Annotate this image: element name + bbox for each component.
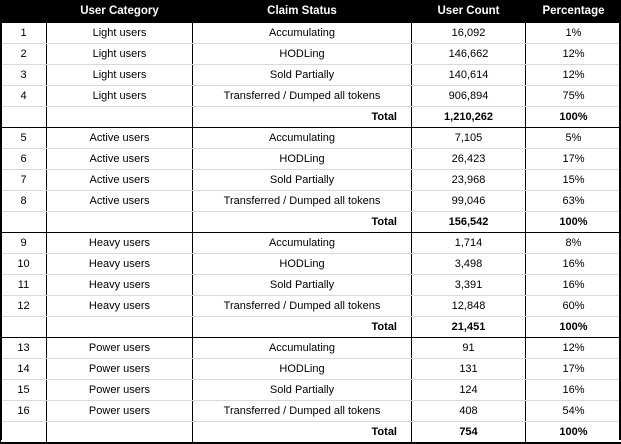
cell-percentage: 12% [526, 338, 621, 359]
cell-index: 16 [1, 401, 47, 422]
cell-total-label: Total [193, 422, 412, 444]
cell-user-category: Heavy users [47, 275, 193, 296]
cell-user-count: 7,105 [412, 128, 526, 149]
cell-claim-status: Accumulating [193, 233, 412, 254]
cell-claim-status: Transferred / Dumped all tokens [193, 191, 412, 212]
table-row [1, 296, 621, 317]
cell-percentage: 16% [526, 254, 621, 275]
cell-user-category: Light users [47, 23, 193, 44]
cell-user-category [47, 317, 193, 338]
cell-claim-status: Accumulating [193, 128, 412, 149]
cell-user-count: 140,614 [412, 65, 526, 86]
cell-percentage: 12% [526, 44, 621, 65]
cell-claim-status: Transferred / Dumped all tokens [193, 401, 412, 422]
cell-index: 15 [1, 380, 47, 401]
cell-index: 1 [1, 23, 47, 44]
cell-claim-status: HODLing [193, 44, 412, 65]
cell-percentage: 1% [526, 23, 621, 44]
table-row [1, 338, 621, 359]
cell-index: 13 [1, 338, 47, 359]
table-row [1, 128, 621, 149]
cell-claim-status: HODLing [193, 254, 412, 275]
cell-user-count: 906,894 [412, 86, 526, 107]
table-body [1, 23, 621, 444]
cell-claim-status: Sold Partially [193, 275, 412, 296]
table-row [1, 401, 621, 422]
table-row [1, 359, 621, 380]
column-header-user-category: User Category [47, 0, 193, 23]
table-row [1, 233, 621, 254]
cell-percentage: 100% [526, 317, 621, 338]
cell-index [1, 107, 47, 128]
cell-user-category: Heavy users [47, 254, 193, 275]
cell-index: 3 [1, 65, 47, 86]
cell-user-category [47, 212, 193, 233]
cell-claim-status: HODLing [193, 359, 412, 380]
cell-user-count: 156,542 [412, 212, 526, 233]
column-header-index [1, 0, 47, 23]
table-row [1, 23, 621, 44]
cell-claim-status: Transferred / Dumped all tokens [193, 86, 412, 107]
cell-percentage: 15% [526, 170, 621, 191]
table-header-row [1, 0, 621, 23]
cell-claim-status: Accumulating [193, 338, 412, 359]
cell-user-count: 23,968 [412, 170, 526, 191]
cell-percentage: 12% [526, 65, 621, 86]
cell-index: 6 [1, 149, 47, 170]
cell-user-count: 12,848 [412, 296, 526, 317]
cell-user-category: Light users [47, 86, 193, 107]
cell-index [1, 317, 47, 338]
cell-index [1, 212, 47, 233]
column-header-user-count: User Count [412, 0, 526, 23]
cell-user-category: Light users [47, 65, 193, 86]
cell-claim-status: Sold Partially [193, 170, 412, 191]
cell-claim-status: Sold Partially [193, 65, 412, 86]
cell-user-count: 16,092 [412, 23, 526, 44]
cell-total-label: Total [193, 107, 412, 128]
cell-percentage: 63% [526, 191, 621, 212]
cell-user-count: 26,423 [412, 149, 526, 170]
cell-user-count: 99,046 [412, 191, 526, 212]
table-row [1, 380, 621, 401]
column-header-claim-status: Claim Status [193, 0, 412, 23]
cell-user-count: 1,210,262 [412, 107, 526, 128]
cell-index: 9 [1, 233, 47, 254]
cell-claim-status: Transferred / Dumped all tokens [193, 296, 412, 317]
cell-index: 5 [1, 128, 47, 149]
cell-user-category: Active users [47, 170, 193, 191]
cell-user-category: Active users [47, 128, 193, 149]
cell-user-category: Active users [47, 149, 193, 170]
cell-user-count: 3,391 [412, 275, 526, 296]
cell-claim-status: Sold Partially [193, 380, 412, 401]
cell-total-label: Total [193, 317, 412, 338]
table-row [1, 170, 621, 191]
cell-user-category: Heavy users [47, 233, 193, 254]
table-row [1, 191, 621, 212]
cell-percentage: 16% [526, 380, 621, 401]
cell-user-category: Power users [47, 401, 193, 422]
cell-user-count: 146,662 [412, 44, 526, 65]
cell-index: 14 [1, 359, 47, 380]
frame-left-border [0, 0, 2, 440]
cell-total-label: Total [193, 212, 412, 233]
table-total-row [1, 107, 621, 128]
cell-user-count: 131 [412, 359, 526, 380]
cell-user-count: 408 [412, 401, 526, 422]
cell-percentage: 17% [526, 359, 621, 380]
cell-percentage: 100% [526, 107, 621, 128]
table-header [1, 0, 621, 23]
cell-index: 11 [1, 275, 47, 296]
table-row [1, 254, 621, 275]
cell-percentage: 60% [526, 296, 621, 317]
cell-user-category: Heavy users [47, 296, 193, 317]
cell-index: 10 [1, 254, 47, 275]
cell-index: 7 [1, 170, 47, 191]
cell-claim-status: HODLing [193, 149, 412, 170]
table-total-row [1, 212, 621, 233]
cell-user-count: 3,498 [412, 254, 526, 275]
cell-user-count: 21,451 [412, 317, 526, 338]
table-row [1, 275, 621, 296]
cell-index: 2 [1, 44, 47, 65]
table-row [1, 86, 621, 107]
table-row [1, 44, 621, 65]
table-total-row [1, 317, 621, 338]
cell-user-count: 754 [412, 422, 526, 444]
cell-percentage: 17% [526, 149, 621, 170]
cell-percentage: 54% [526, 401, 621, 422]
cell-percentage: 100% [526, 212, 621, 233]
cell-index: 8 [1, 191, 47, 212]
cell-user-count: 1,714 [412, 233, 526, 254]
cell-user-category: Power users [47, 338, 193, 359]
cell-percentage: 5% [526, 128, 621, 149]
cell-claim-status: Accumulating [193, 23, 412, 44]
table-row [1, 65, 621, 86]
table-row [1, 149, 621, 170]
cell-index: 4 [1, 86, 47, 107]
cell-percentage: 100% [526, 422, 621, 444]
cell-index: 12 [1, 296, 47, 317]
cell-user-category: Power users [47, 359, 193, 380]
cell-user-count: 91 [412, 338, 526, 359]
cell-percentage: 8% [526, 233, 621, 254]
cell-user-count: 124 [412, 380, 526, 401]
cell-user-category: Power users [47, 380, 193, 401]
cell-user-category: Active users [47, 191, 193, 212]
cell-percentage: 16% [526, 275, 621, 296]
column-header-percentage: Percentage [526, 0, 621, 23]
cell-user-category: Light users [47, 44, 193, 65]
cell-user-category [47, 107, 193, 128]
cell-percentage: 75% [526, 86, 621, 107]
